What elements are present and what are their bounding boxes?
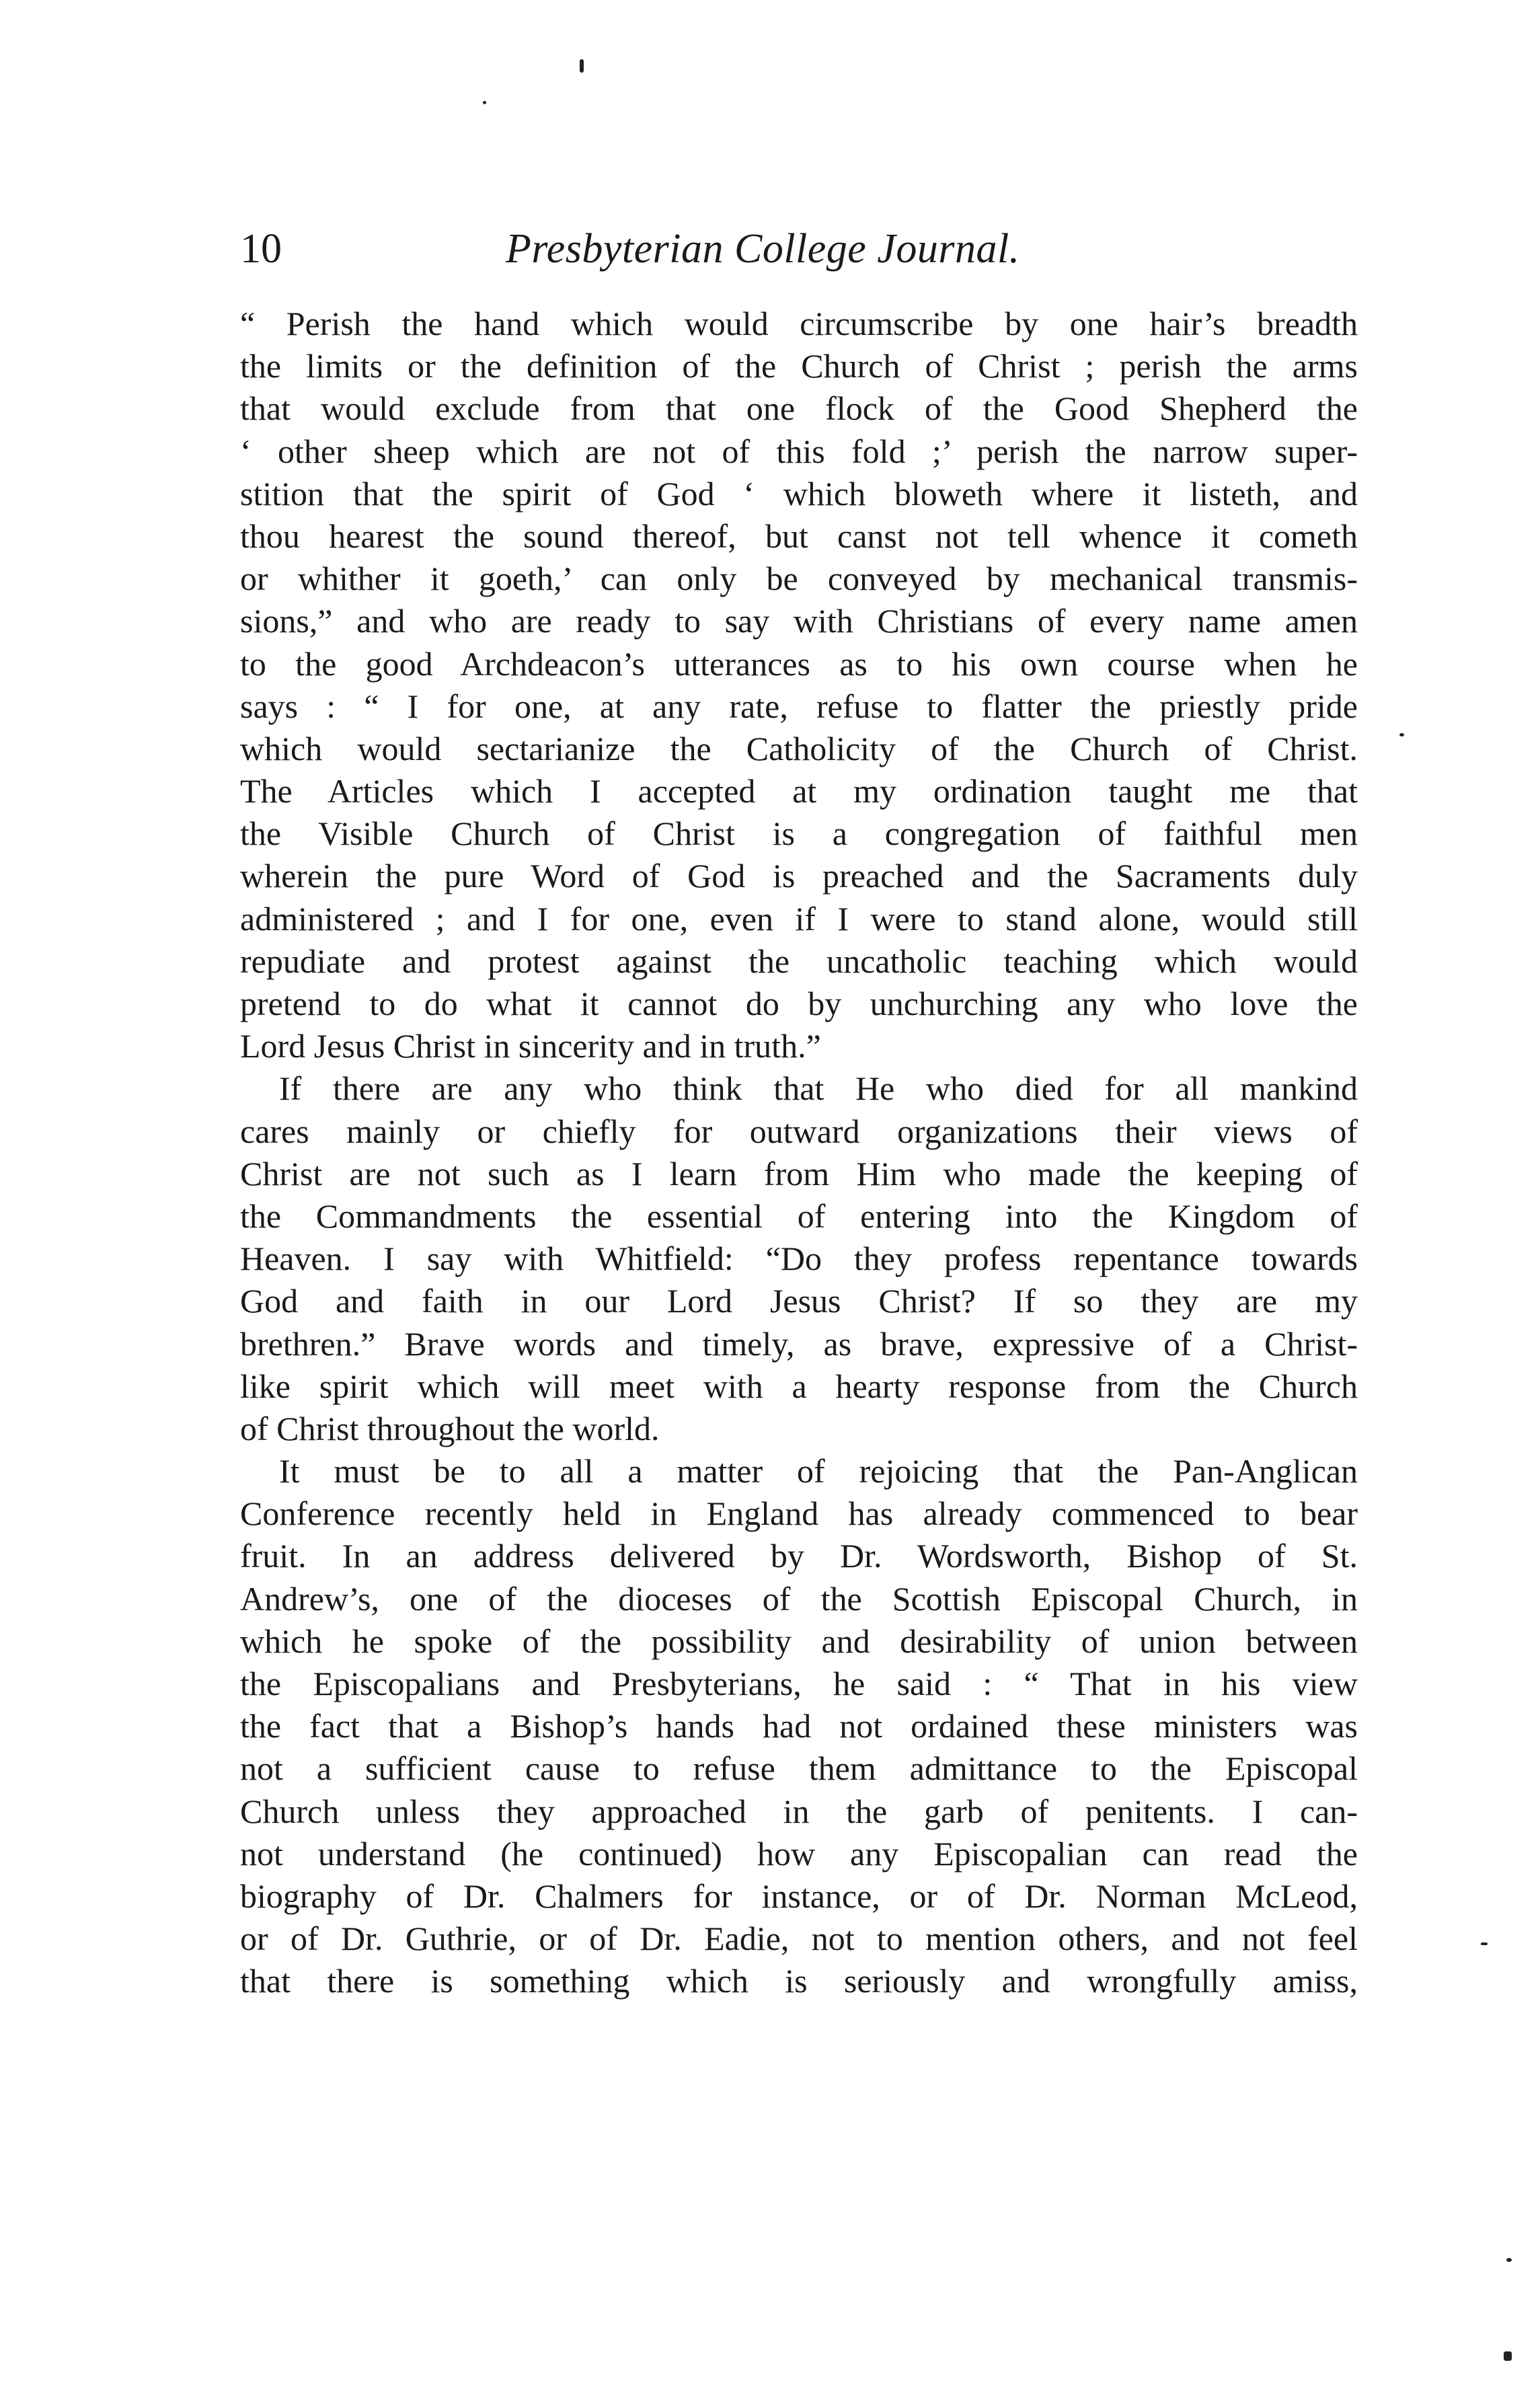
text-line: not a sufficient cause to refuse them admittance to the Episcopal — [240, 1749, 1358, 1788]
text-line: cares mainly or chiefly for outward organizations their views of — [240, 1112, 1358, 1150]
text-line: Christ are not such as I learn from Him who made the keeping of — [240, 1154, 1358, 1193]
text-line: which would sectarianize the Catholicity of the Church of Christ. — [240, 729, 1358, 767]
text-line: The Articles which I accepted at my ordination taught me that — [240, 772, 1358, 810]
text-line: Conference recently held in England has already commenced to bear — [240, 1495, 1358, 1533]
text-line: wherein the pure Word of God is preached and the Sacraments duly — [240, 857, 1358, 895]
text-line: that would exclude from that one flock of the Good Shepherd the — [240, 389, 1358, 428]
text-line: to the good Archdeacon’s utterances as to his own course when he — [240, 644, 1358, 683]
scan-speck — [1506, 2258, 1512, 2262]
text-line: pretend to do what it cannot do by unchurching any who love the — [240, 985, 1358, 1022]
text-line: the Visible Church of Christ is a congregation of faithful men — [240, 815, 1358, 853]
text-line: that there is something which is seriously and wrongfully amiss, — [240, 1962, 1358, 2000]
text-line: “ Perish the hand which would circumscribe by one hair’s breadth — [240, 305, 1358, 342]
text-line: administered ; and I for one, even if I were to stand alone, would still — [240, 899, 1358, 938]
text-line: fruit. In an address delivered by Dr. Wordsworth, Bishop of St. — [240, 1537, 1358, 1575]
text-line: stition that the spirit of God ‘ which bloweth where it listeth, and — [240, 474, 1358, 513]
page-number: 10 — [240, 226, 282, 272]
text-line: Heaven. I say with Whitfield: “Do they profess repentance towards — [240, 1240, 1358, 1278]
text-line: the limits or the definition of the Church of Christ ; perish the arms — [240, 347, 1358, 385]
text-line: or whither it goeth,’ can only be conveyed by mechanical transmis- — [240, 560, 1358, 598]
text-line: or of Dr. Guthrie, or of Dr. Eadie, not to mention others, and not feel — [240, 1920, 1358, 1958]
text-line: ‘ other sheep which are not of this fold ;’ perish the narrow super- — [240, 432, 1358, 470]
text-line: brethren.” Brave words and timely, as brave, expressive of a Christ- — [240, 1324, 1358, 1363]
scan-speck — [1504, 2351, 1512, 2361]
running-head: Presbyterian College Journal. — [506, 226, 1020, 272]
text-line: repudiate and protest against the uncatholic teaching which would — [240, 942, 1358, 980]
text-line: If there are any who think that He who died for all mankind — [279, 1069, 1358, 1108]
text-line: Lord Jesus Christ in sincerity and in truth.” — [240, 1027, 821, 1065]
text-line: thou hearest the sound thereof, but canst not tell whence it cometh — [240, 517, 1358, 555]
text-line: sions,” and who are ready to say with Christians of every name amen — [240, 602, 1358, 640]
text-line: the fact that a Bishop’s hands had not ordained these ministers was — [240, 1707, 1358, 1745]
text-line: the Episcopalians and Presbyterians, he said : “ That in his view — [240, 1665, 1358, 1702]
body-text — [240, 303, 1358, 2003]
text-line: of Christ throughout the world. — [240, 1409, 660, 1447]
text-line: says : “ I for one, at any rate, refuse to flatter the priestly pride — [240, 687, 1358, 725]
scan-speck — [580, 59, 584, 73]
text-line: the Commandments the essential of entering into the Kingdom of — [240, 1197, 1358, 1235]
text-line: not understand (he continued) how any Episcopalian can read the — [240, 1834, 1358, 1873]
scan-speck — [1481, 1942, 1488, 1945]
text-line: Andrew’s, one of the dioceses of the Scottish Episcopal Church, in — [240, 1579, 1358, 1618]
text-line: God and faith in our Lord Jesus Christ? If so they are my — [240, 1282, 1358, 1320]
page-header — [240, 222, 1356, 282]
scan-speck — [483, 101, 486, 104]
text-line: Church unless they approached in the garb of penitents. I can- — [240, 1792, 1358, 1830]
scan-speck — [1399, 733, 1404, 736]
text-line: biography of Dr. Chalmers for instance, or of Dr. Norman McLeod, — [240, 1877, 1358, 1915]
text-line: like spirit which will meet with a hearty response from the Church — [240, 1367, 1358, 1405]
text-line: It must be to all a matter of rejoicing that the Pan-Anglican — [279, 1452, 1358, 1490]
text-line: which he spoke of the possibility and desirability of union between — [240, 1622, 1358, 1660]
